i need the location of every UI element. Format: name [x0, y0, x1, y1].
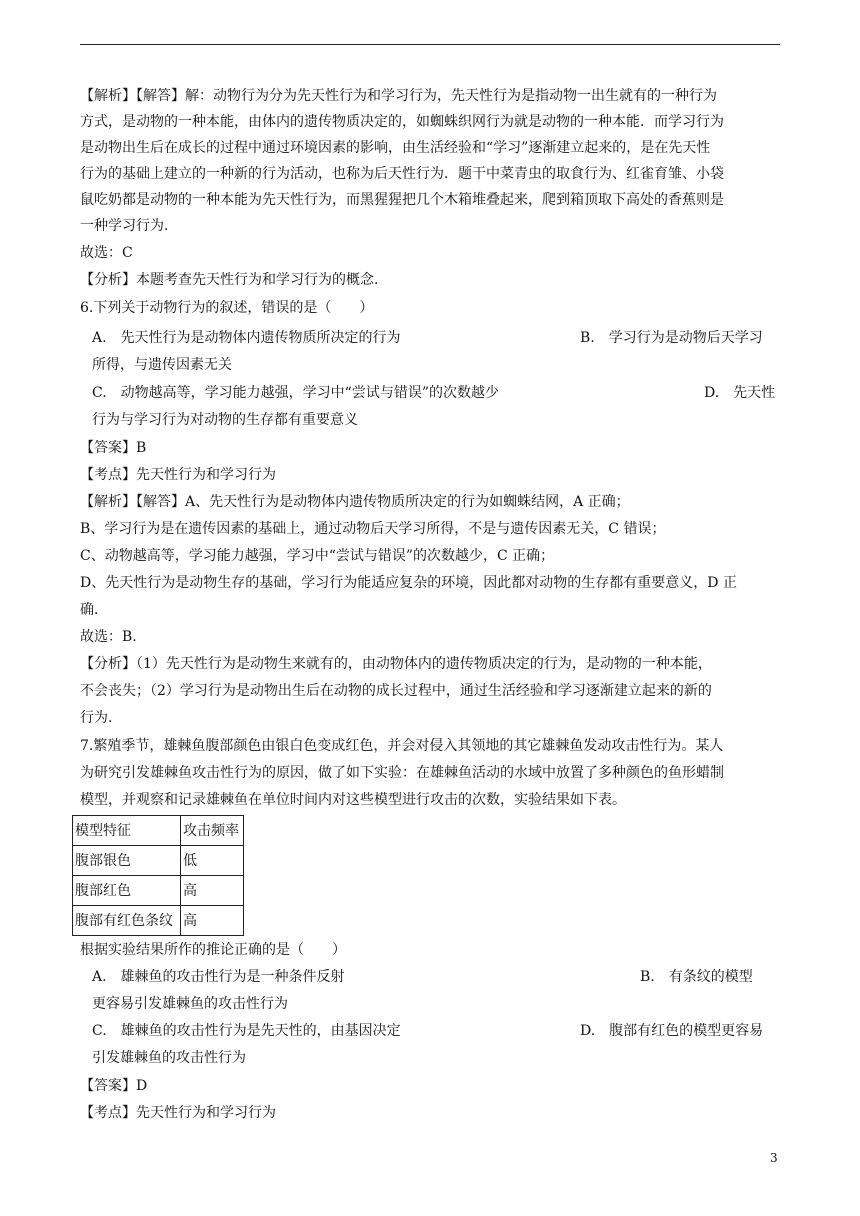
q6-option-a: A. 先天性行为是动物体内遗传物质所决定的行为 [92, 330, 401, 346]
q6-explanation-line: B、学习行为是在遗传因素的基础上，通过动物后天学习所得，不是与遗传因素无关，C 错误； [80, 521, 666, 537]
header-rule [80, 44, 780, 45]
q7-option-b-continued: 更容易引发雄棘鱼的攻击性行为 [92, 996, 288, 1012]
page-number: 3 [770, 1151, 778, 1165]
q6-analysis-line: 【分析】（1）先天性行为是动物生来就有的，由动物体内的遗传物质决定的行为，是动物的一种本能， [80, 656, 712, 672]
q5-explanation-line: 【解析】【解答】解：动物行为分为先天性行为和学习行为，先天性行为是指动物一出生就有的一种行为 [80, 88, 717, 104]
q6-knowledge-point: 【考点】先天性行为和学习行为 [80, 467, 276, 483]
table-cell: 腹部红色 [73, 876, 181, 906]
q7-stem-line: 模型，并观察和记录雄棘鱼在单位时间内对这些模型进行攻击的次数，实验结果如下表。 [80, 792, 626, 808]
q6-option-b: B. 学习行为是动物后天学习 [580, 330, 763, 346]
experiment-results-table [72, 815, 244, 936]
q7-option-b: B. 有条纹的模型 [640, 969, 753, 985]
q6-analysis-line: 不会丧失；（2）学习行为是动物出生后在动物的成长过程中，通过生活经验和学习逐渐建立起来的新的 [80, 683, 712, 699]
q5-choice: 故选：C [80, 245, 133, 261]
table-header-cell: 攻击频率 [181, 816, 244, 846]
q6-option-b-continued: 所得，与遗传因素无关 [92, 357, 232, 373]
q6-answer: 【答案】B [80, 440, 147, 456]
q6-explanation-line: C、动物越高等，学习能力越强，学习中“尝试与错误”的次数越少，C 正确； [80, 548, 555, 564]
q7-stem-line: 7.繁殖季节，雄棘鱼腹部颜色由银白色变成红色，并会对侵入其领地的其它雄棘鱼发动攻击性行为。某人 [80, 738, 724, 754]
q6-explanation-line: D、先天性行为是动物生存的基础，学习行为能适应复杂的环境，因此都对动物的生存都有重要意义，D 正 [80, 575, 737, 591]
q5-explanation-line: 行为的基础上建立的一种新的行为活动，也称为后天性行为．题干中菜青虫的取食行为、红雀育雏、小袋 [80, 166, 724, 182]
q5-explanation-line: 方式，是动物的一种本能，由体内的遗传物质决定的，如蜘蛛织网行为就是动物的一种本能．而学习行为 [80, 114, 724, 130]
table-row [73, 906, 244, 936]
table-header-row [73, 816, 244, 846]
q5-explanation-line: 一种学习行为． [80, 218, 178, 234]
table-cell: 腹部银色 [73, 846, 181, 876]
q6-stem: 6.下列关于动物行为的叙述，错误的是（ ） [80, 300, 374, 316]
q6-option-d-continued: 行为与学习行为对动物的生存都有重要意义 [92, 412, 358, 428]
q5-analysis: 【分析】本题考查先天性行为和学习行为的概念. [80, 272, 379, 288]
q7-option-d-continued: 引发雄棘鱼的攻击性行为 [92, 1050, 246, 1066]
q7-answer: 【答案】D [80, 1078, 148, 1094]
q7-stem-line: 为研究引发雄棘鱼攻击性行为的原因，做了如下实验：在雄棘鱼活动的水域中放置了多种颜色的鱼形蜡制 [80, 765, 724, 781]
q6-option-d: D. 先天性 [704, 385, 776, 401]
q6-choice: 故选：B. [80, 629, 137, 645]
table-cell: 低 [181, 846, 244, 876]
q7-option-a: A. 雄棘鱼的攻击性行为是一种条件反射 [92, 969, 345, 985]
q6-analysis-line: 行为. [80, 710, 113, 726]
table-cell: 腹部有红色条纹 [73, 906, 181, 936]
q7-question: 根据实验结果所作的推论正确的是（ ） [80, 942, 346, 958]
table-row [73, 876, 244, 906]
q5-explanation-line: 是动物出生后在成长的过程中通过环境因素的影响，由生活经验和“学习”逐渐建立起来的，是在先天性 [80, 140, 711, 156]
table-row [73, 846, 244, 876]
q5-explanation-line: 鼠吃奶都是动物的一种本能为先天性行为，而黑猩猩把几个木箱堆叠起来，爬到箱顶取下高处的香蕉则是 [80, 192, 724, 208]
q7-option-d: D. 腹部有红色的模型更容易 [580, 1023, 764, 1039]
q6-explanation-line: 【解析】【解答】A、先天性行为是动物体内遗传物质所决定的行为如蜘蛛结网，A 正确； [80, 494, 630, 510]
q6-option-c: C. 动物越高等，学习能力越强，学习中“尝试与错误”的次数越少 [92, 385, 499, 401]
table-cell: 高 [181, 906, 244, 936]
q6-explanation-line: 确． [80, 602, 108, 618]
table-header-cell: 模型特征 [73, 816, 181, 846]
q7-knowledge-point: 【考点】先天性行为和学习行为 [80, 1105, 276, 1121]
table-cell: 高 [181, 876, 244, 906]
q7-option-c: C. 雄棘鱼的攻击性行为是先天性的，由基因决定 [92, 1023, 401, 1039]
